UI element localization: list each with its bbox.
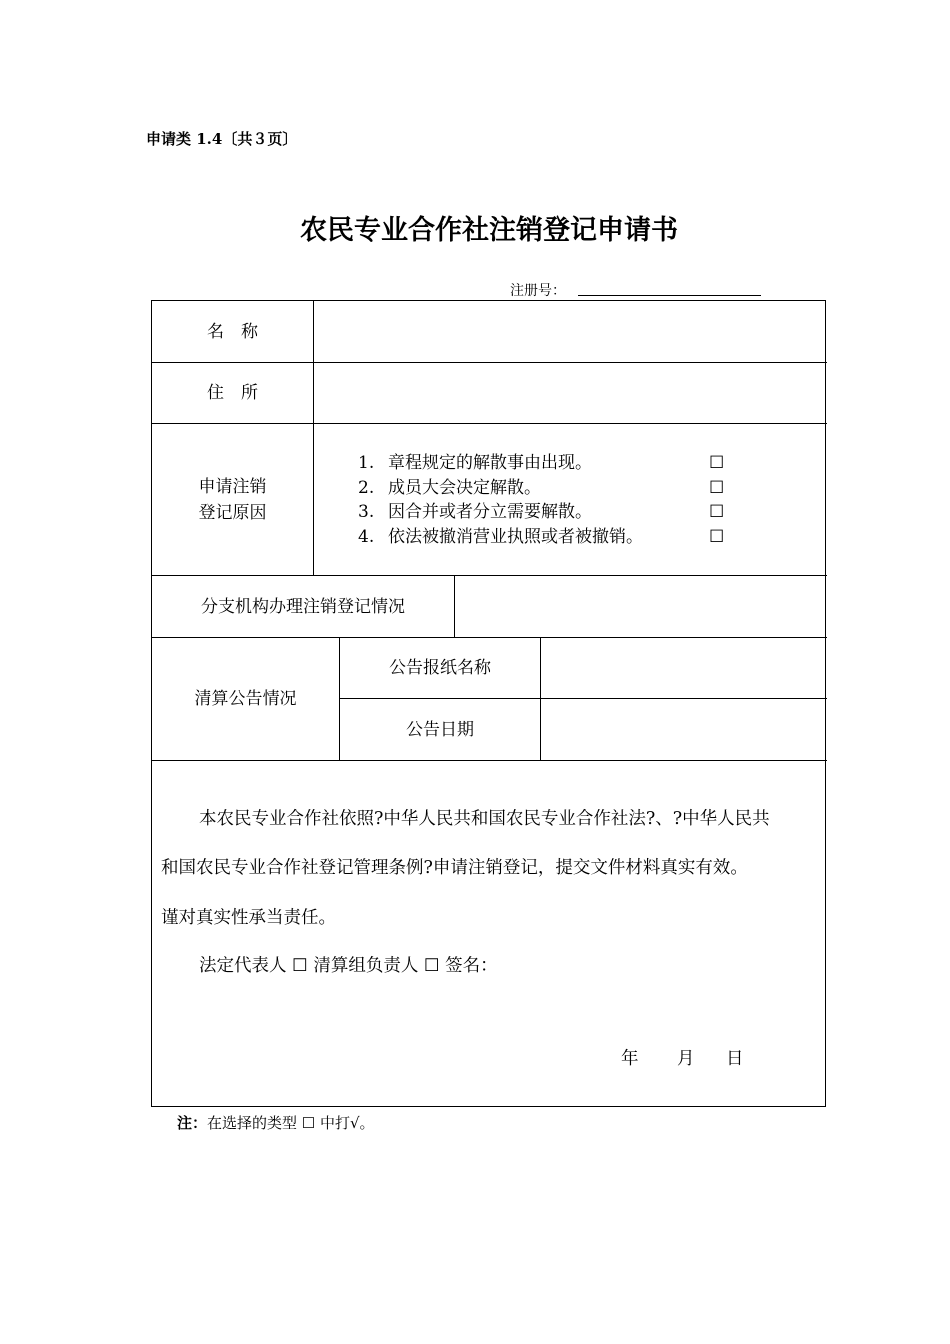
name-field[interactable]: [314, 302, 826, 362]
reason-text: 成员大会决定解散。: [388, 477, 541, 498]
date-year: 年: [621, 1049, 639, 1069]
branch-cancellation-label: 分支机构办理注销登记情况: [201, 596, 405, 617]
reason-number: 1.: [358, 453, 375, 473]
address-label: 住 所: [207, 383, 258, 403]
reason-checkbox[interactable]: ☐: [709, 453, 725, 473]
declaration-line-1: 本农民专业合作社依照?中华人民共和国农民专业合作社法?、?中华人民共: [199, 809, 770, 829]
reason-item: [358, 451, 723, 476]
reason-text: 依法被撤消营业执照或者被撤销。: [388, 526, 643, 547]
reason-checkbox[interactable]: ☐: [709, 477, 725, 498]
notice-date-label: 公告日期: [406, 719, 474, 740]
cancellation-reason-label: [152, 424, 313, 575]
footnote: [177, 1112, 375, 1133]
name-label: 名 称: [207, 321, 258, 342]
reason-text: 章程规定的解散事由出现。: [388, 453, 592, 473]
footnote-text: 在选择的类型 ☐ 中打√。: [207, 1114, 375, 1132]
newspaper-name-label: 公告报纸名称: [389, 658, 491, 678]
reason-checkbox[interactable]: ☐: [709, 502, 725, 522]
declaration-line-2: 和国农民专业合作社登记管理条例?申请注销登记，提交文件材料真实有效。: [161, 858, 748, 878]
document-title: 农民专业合作社注销登记申请书: [300, 215, 678, 246]
date-month: 月: [677, 1049, 695, 1069]
cancellation-reason-label-line1: 申请注销: [198, 476, 267, 497]
signature-line: 法定代表人 ☐ 清算组负责人 ☐ 签名：: [199, 956, 498, 976]
reason-number: 4.: [358, 526, 375, 547]
footnote-label: 注：: [177, 1114, 208, 1132]
reason-checkbox[interactable]: ☐: [709, 526, 725, 547]
date-day: 日: [726, 1049, 744, 1069]
cancellation-reasons-list: [358, 451, 723, 549]
registration-number-field[interactable]: [578, 295, 761, 296]
declaration-line-3: 谨对真实性承当责任。: [161, 908, 336, 928]
liquidation-notice-label: 清算公告情况: [194, 689, 297, 709]
cancellation-reason-label-line2: 登记原因: [198, 502, 267, 523]
reason-item: [358, 500, 723, 525]
branch-cancellation-field[interactable]: [455, 576, 826, 637]
notice-date-field[interactable]: [541, 699, 826, 760]
reason-text: 因合并或者分立需要解散。: [388, 502, 592, 522]
application-form-table: [151, 300, 826, 1107]
reason-item: [358, 476, 723, 501]
reason-number: 3.: [358, 502, 375, 522]
reason-item: [358, 525, 723, 550]
address-field[interactable]: [314, 363, 826, 423]
newspaper-name-field[interactable]: [541, 638, 826, 698]
reason-number: 2.: [358, 477, 375, 498]
registration-number-label: 注册号：: [510, 283, 566, 299]
form-code: 申请类 1.4〔共３页〕: [146, 130, 298, 148]
